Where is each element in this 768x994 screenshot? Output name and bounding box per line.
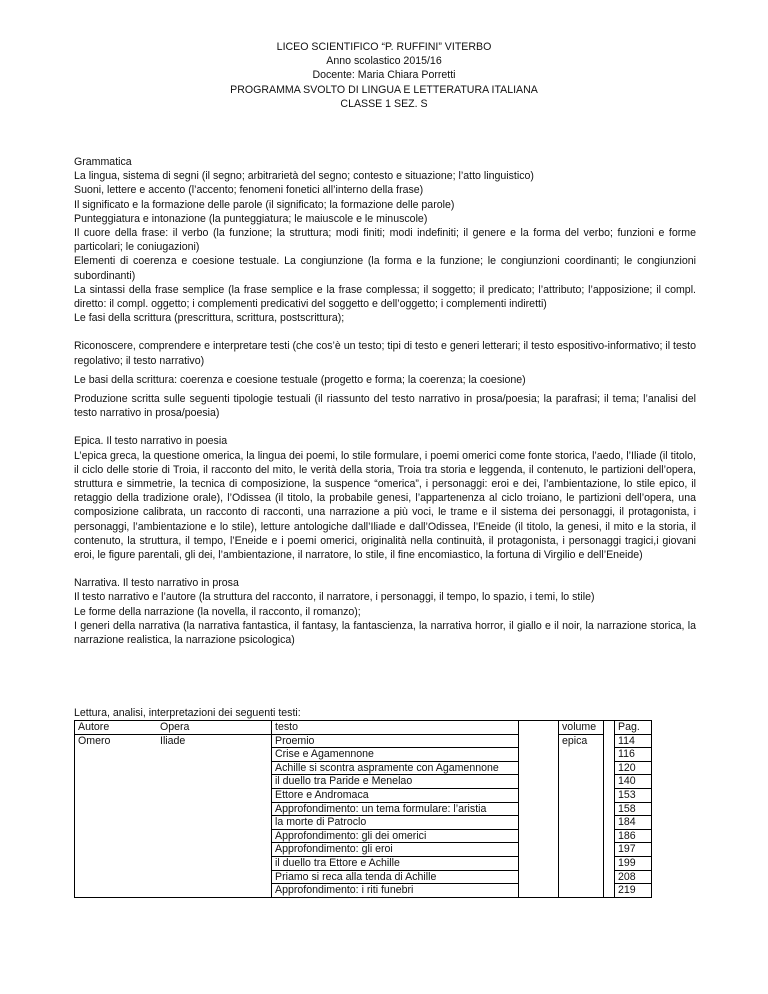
section-epica xyxy=(74,434,696,562)
class-section: CLASSE 1 SEZ. S xyxy=(340,97,428,110)
cell-pag: 208 xyxy=(615,870,652,884)
cell-testo: Crise e Agamennone xyxy=(272,748,519,762)
cell-volume xyxy=(559,829,604,843)
table-row xyxy=(75,856,652,870)
paragraph: Le fasi della scrittura (prescrittura, scrittura, postscrittura); xyxy=(74,312,345,325)
cell-volume xyxy=(559,843,604,857)
cell-spacer xyxy=(519,734,559,748)
school-year: Anno scolastico 2015/16 xyxy=(326,55,442,68)
paragraph: La lingua, sistema di segni (il segno; arbitrarietà del segno; contesto e situazione; l’atto linguistico) xyxy=(74,170,534,183)
cell-spacer xyxy=(519,802,559,816)
readings-table xyxy=(74,720,652,898)
cell-testo: il duello tra Paride e Menelao xyxy=(272,775,519,789)
cell-spacer xyxy=(519,748,559,762)
cell-spacer xyxy=(604,802,615,816)
cell-autore xyxy=(75,816,158,830)
cell-spacer xyxy=(519,843,559,857)
cell-autore xyxy=(75,843,158,857)
cell-spacer xyxy=(604,829,615,843)
cell-spacer xyxy=(604,775,615,789)
header-pag: Pag. xyxy=(615,721,652,735)
cell-autore xyxy=(75,884,158,898)
readings-caption: Lettura, analisi, interpretazioni dei seguenti testi: xyxy=(74,707,301,719)
cell-testo: Ettore e Andromaca xyxy=(272,788,519,802)
paragraph: Riconoscere, comprendere e interpretare testi (che cos’è un testo; tipi di testo e generi letterari; il testo espositivo-informativo; il testo regolativo; il testo narrativo) xyxy=(74,340,696,367)
paragraph: Punteggiatura e intonazione (la punteggiatura; le maiuscole e le minuscole) xyxy=(74,212,428,225)
cell-spacer xyxy=(519,870,559,884)
paragraph: Il cuore della frase: il verbo (la funzione; la struttura; modi finiti; modi indefiniti; il genere e la forma del verbo; funzioni e forme particolari; le coniugazioni) xyxy=(74,227,696,254)
cell-spacer xyxy=(604,816,615,830)
cell-opera xyxy=(157,870,272,884)
table-row xyxy=(75,775,652,789)
cell-spacer xyxy=(604,748,615,762)
table-row xyxy=(75,843,652,857)
cell-volume xyxy=(559,788,604,802)
paragraph: I generi della narrativa (la narrativa fantastica, il fantasy, la fantascienza, la narrativa horror, il giallo e il noir, la narrazione storica, la narrazione realistica, la narrazione psicologica) xyxy=(74,619,696,647)
cell-opera xyxy=(157,761,272,775)
cell-autore xyxy=(75,775,158,789)
paragraph: Il significato e la formazione delle parole (il significato; la formazione delle parole) xyxy=(74,198,455,211)
cell-volume xyxy=(559,748,604,762)
cell-spacer xyxy=(604,856,615,870)
program-title: PROGRAMMA SVOLTO DI LINGUA E LETTERATURA ITALIANA xyxy=(230,83,538,96)
cell-spacer xyxy=(519,788,559,802)
header-testo: testo xyxy=(272,721,519,735)
table-row xyxy=(75,816,652,830)
cell-volume: epica xyxy=(559,734,604,748)
paragraph: Produzione scritta sulle seguenti tipologie testuali (il riassunto del testo narrativo in prosa/poesia; la parafrasi; il tema; l’analisi del testo narrativo in prosa/poesia) xyxy=(74,393,696,420)
cell-spacer xyxy=(519,829,559,843)
cell-pag: 120 xyxy=(615,761,652,775)
table-row xyxy=(75,748,652,762)
section-title: Grammatica xyxy=(74,156,132,168)
cell-opera xyxy=(157,788,272,802)
paragraph: Le basi della scrittura: coerenza e coesione testuale (progetto e forma; la coerenza; la coesione) xyxy=(74,373,526,386)
cell-testo: la morte di Patroclo xyxy=(272,816,519,830)
table-row xyxy=(75,884,652,898)
cell-spacer xyxy=(604,884,615,898)
paragraph: Il testo narrativo e l’autore (la struttura del racconto, il narratore, i personaggi, il tempo, lo spazio, i temi, lo stile) xyxy=(74,591,595,604)
cell-spacer xyxy=(519,775,559,789)
cell-spacer xyxy=(604,843,615,857)
cell-testo: Approfondimento: gli dei omerici xyxy=(272,829,519,843)
teacher-name: Docente: Maria Chiara Porretti xyxy=(312,69,456,82)
cell-autore xyxy=(75,802,158,816)
cell-autore xyxy=(75,748,158,762)
cell-spacer xyxy=(519,856,559,870)
cell-pag: 158 xyxy=(615,802,652,816)
cell-testo: Approfondimento: i riti funebri xyxy=(272,884,519,898)
cell-volume xyxy=(559,884,604,898)
cell-testo: Priamo si reca alla tenda di Achille xyxy=(272,870,519,884)
section-grammatica xyxy=(74,155,696,325)
cell-opera xyxy=(157,816,272,830)
cell-opera xyxy=(157,843,272,857)
table-row xyxy=(75,761,652,775)
school-name: LICEO SCIENTIFICO “P. RUFFINI” VITERBO xyxy=(276,41,492,53)
cell-pag: 219 xyxy=(615,884,652,898)
table-row xyxy=(75,870,652,884)
cell-autore xyxy=(75,761,158,775)
cell-spacer xyxy=(604,761,615,775)
cell-opera xyxy=(157,748,272,762)
cell-spacer xyxy=(519,816,559,830)
cell-pag: 186 xyxy=(615,829,652,843)
table-header-row xyxy=(75,721,652,735)
cell-pag: 114 xyxy=(615,734,652,748)
section-narrativa xyxy=(74,576,696,647)
cell-spacer xyxy=(604,870,615,884)
paragraph: Elementi di coerenza e coesione testuale. La congiunzione (la forma e la funzione; le congiunzioni coordinanti; le congiunzioni subordinanti) xyxy=(74,255,696,282)
table-row xyxy=(75,802,652,816)
cell-spacer xyxy=(519,761,559,775)
header-autore: Autore xyxy=(75,721,158,735)
cell-volume xyxy=(559,761,604,775)
header-opera: Opera xyxy=(157,721,272,735)
cell-spacer xyxy=(604,734,615,748)
cell-autore xyxy=(75,856,158,870)
document-header xyxy=(0,40,768,111)
cell-autore xyxy=(75,870,158,884)
cell-opera xyxy=(157,775,272,789)
cell-pag: 140 xyxy=(615,775,652,789)
cell-pag: 197 xyxy=(615,843,652,857)
cell-opera xyxy=(157,884,272,898)
cell-opera xyxy=(157,856,272,870)
cell-volume xyxy=(559,856,604,870)
cell-pag: 199 xyxy=(615,856,652,870)
cell-spacer xyxy=(519,884,559,898)
cell-testo: Approfondimento: gli eroi xyxy=(272,843,519,857)
cell-testo: Approfondimento: un tema formulare: l’aristia xyxy=(272,802,519,816)
paragraph: Suoni, lettere e accento (l’accento; fenomeni fonetici all’interno della frase) xyxy=(74,184,424,197)
cell-volume xyxy=(559,816,604,830)
header-volume: volume xyxy=(559,721,604,735)
cell-pag: 153 xyxy=(615,788,652,802)
section-testi xyxy=(74,339,696,420)
cell-spacer xyxy=(604,788,615,802)
table-row xyxy=(75,829,652,843)
cell-pag: 184 xyxy=(615,816,652,830)
cell-autore xyxy=(75,788,158,802)
paragraph: La sintassi della frase semplice (la frase semplice e la frase complessa; il soggetto; il predicato; l’attributo; l’apposizione; il compl. diretto: il compl. oggetto; i complementi predicativi del soggetto e dell’oggetto; i complementi indiretti) xyxy=(74,283,696,311)
cell-testo: Achille si scontra aspramente con Agamennone xyxy=(272,761,519,775)
section-title: Epica. Il testo narrativo in poesia xyxy=(74,435,228,448)
cell-autore xyxy=(75,829,158,843)
cell-pag: 116 xyxy=(615,748,652,762)
table-row xyxy=(75,734,652,748)
cell-autore: Omero xyxy=(75,734,158,748)
cell-volume xyxy=(559,870,604,884)
paragraph: L’epica greca, la questione omerica, la lingua dei poemi, lo stile formulare, i poemi omerici come fonte storica, l’aedo, l’Iliade (il titolo, il ciclo delle storie di Troia, il racconto del mito, le verità della storia, Troia tra storia e leggenda, il contenuto, le partizioni dell’opera, struttura e simmetrie, la tecnica di composizione, la suspence “omerica”, i personaggi: eroi e dei, l’ambientazione, lo stile epico, il retaggio della tradizione orale), l’Odissea (il titolo, la probabile genesi, l’appartenenza al ciclo troiano, le partizioni dell’opera, una composizione calibrata, un racconto di racconti, una narrazione a più voci, le trame e il sistema dei personaggi, il protagonista, i personaggi, l’ambientazione e lo stile), letture antologiche dall’Iliade e dall’Odissea, l’Eneide (il titolo, la genesi, il mito e la storia, il contenuto, la struttura, il tempo, l’Eneide e i poemi omerici, originalità nella continuità, il protagonista, i personaggi tragici,i giovani eroi, le figure parentali, gli dei, l’ambientazione, il narratore, lo stile, il fine encomiastico, la fortuna di Virgilio e dell’Eneide) xyxy=(74,449,696,562)
document-body xyxy=(74,155,696,647)
cell-volume xyxy=(559,802,604,816)
section-title: Narrativa. Il testo narrativo in prosa xyxy=(74,577,239,590)
cell-testo: Proemio xyxy=(272,734,519,748)
paragraph: Le forme della narrazione (la novella, il racconto, il romanzo); xyxy=(74,605,361,618)
cell-opera: Iliade xyxy=(157,734,272,748)
cell-volume xyxy=(559,775,604,789)
cell-opera xyxy=(157,829,272,843)
table-row xyxy=(75,788,652,802)
cell-testo: il duello tra Ettore e Achille xyxy=(272,856,519,870)
cell-opera xyxy=(157,802,272,816)
